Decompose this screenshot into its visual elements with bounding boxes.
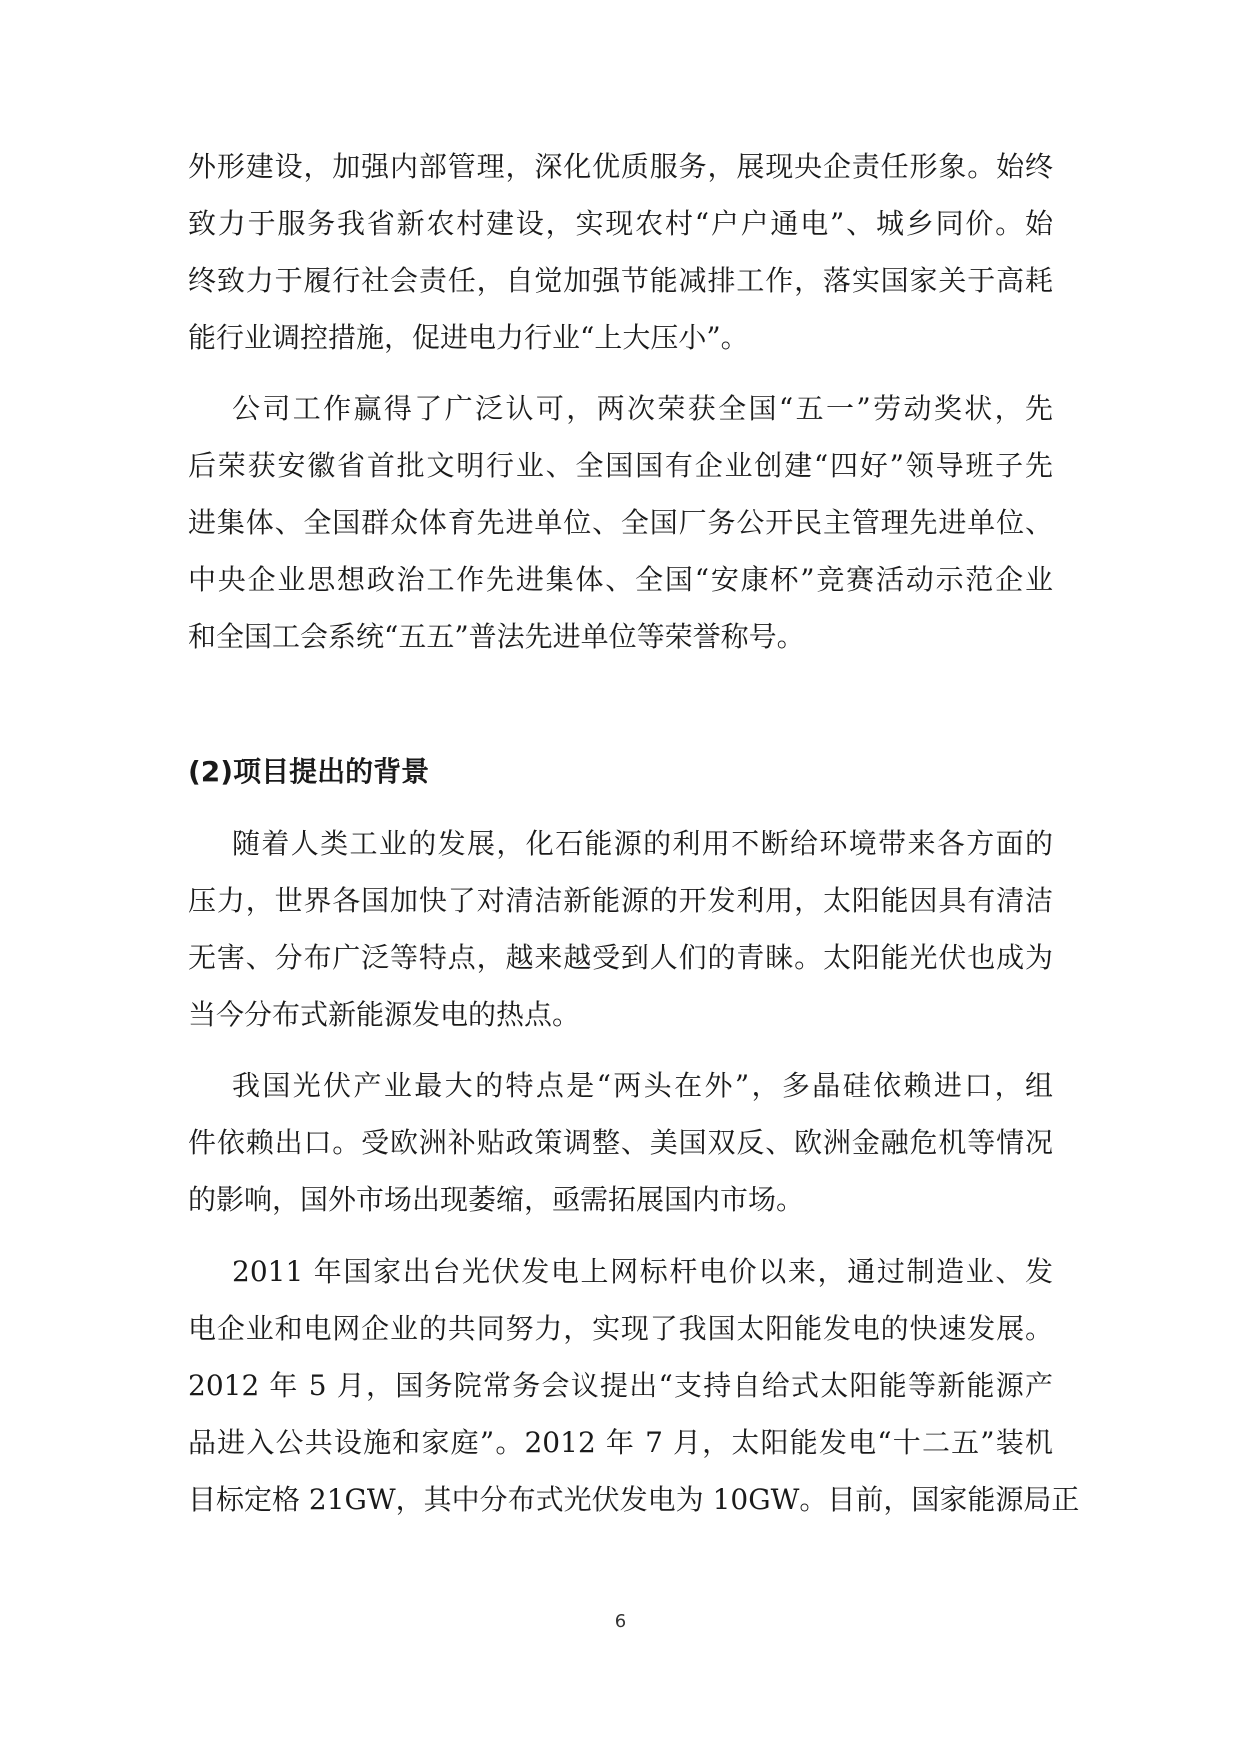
- text-line: 目标定格 21GW，其中分布式光伏发电为 10GW。目前，国家能源局正: [188, 1483, 1080, 1516]
- text-line: 2012 年 5 月，国务院常务会议提出“支持自给式太阳能等新能源产: [188, 1369, 1053, 1402]
- text-line: 的影响，国外市场出现萎缩，亟需拓展国内市场。: [188, 1183, 805, 1216]
- text-line: 品进入公共设施和家庭”。2012 年 7 月，太阳能发电“十二五”装机: [188, 1426, 1053, 1459]
- text-line: 件依赖出口。受欧洲补贴政策调整、美国双反、欧洲金融危机等情况: [188, 1126, 1053, 1159]
- text-line: 外形建设，加强内部管理，深化优质服务，展现央企责任形象。始终: [188, 150, 1053, 183]
- section-heading: (2)项目提出的背景: [188, 755, 430, 788]
- text-line: 无害、分布广泛等特点，越来越受到人们的青睐。太阳能光伏也成为: [188, 941, 1053, 974]
- text-line: 和全国工会系统“五五”普法先进单位等荣誉称号。: [188, 620, 805, 653]
- text-line: 随着人类工业的发展，化石能源的利用不断给环境带来各方面的: [232, 827, 1053, 860]
- text-line: 致力于服务我省新农村建设，实现农村“户户通电”、城乡同价。始: [188, 207, 1053, 240]
- text-line: 我国光伏产业最大的特点是“两头在外”，多晶硅依赖进口，组: [232, 1069, 1053, 1102]
- text-line: 电企业和电网企业的共同努力，实现了我国太阳能发电的快速发展。: [188, 1312, 1053, 1345]
- text-line: 能行业调控措施，促进电力行业“上大压小”。: [188, 321, 749, 354]
- text-line: 公司工作赢得了广泛认可，两次荣获全国“五一”劳动奖状，先: [232, 392, 1053, 425]
- text-line: 中央企业思想政治工作先进集体、全国“安康杯”竞赛活动示范企业: [188, 563, 1053, 596]
- page-number: 6: [614, 1611, 627, 1632]
- text-line: 终致力于履行社会责任，自觉加强节能减排工作，落实国家关于高耗: [188, 264, 1053, 297]
- text-line: 后荣获安徽省首批文明行业、全国国有企业创建“四好”领导班子先: [188, 449, 1053, 482]
- text-line: 进集体、全国群众体育先进单位、全国厂务公开民主管理先进单位、: [188, 506, 1053, 539]
- text-line: 2011 年国家出台光伏发电上网标杆电价以来，通过制造业、发: [232, 1255, 1053, 1288]
- text-line: 压力，世界各国加快了对清洁新能源的开发利用，太阳能因具有清洁: [188, 884, 1053, 917]
- text-line: 当今分布式新能源发电的热点。: [188, 998, 581, 1031]
